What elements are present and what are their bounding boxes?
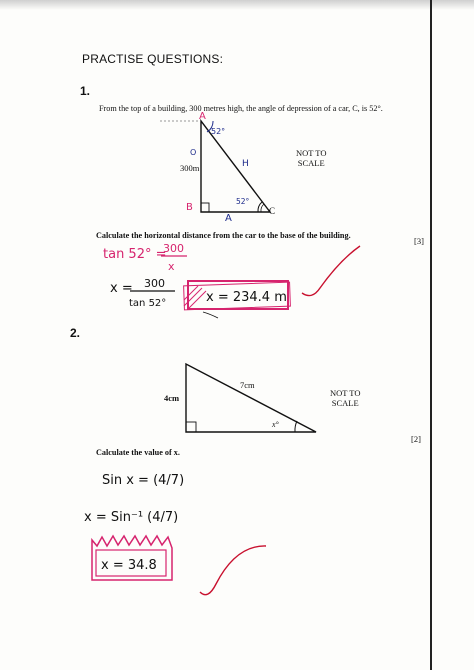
- question-2-marks: [2]: [411, 434, 421, 444]
- q1-x-numerator: 300: [144, 277, 165, 290]
- question-2-number: 2.: [70, 326, 81, 340]
- q1-tan-numerator: 300: [163, 242, 184, 255]
- page-right-border: [430, 0, 432, 670]
- q1-answer-highlight: [184, 281, 291, 310]
- question-1-marks: [3]: [414, 236, 424, 246]
- q2-working-line-2: x = Sin⁻¹ (4/7): [84, 510, 179, 525]
- q2-answer-highlight: [92, 536, 172, 580]
- page-title: PRACTISE QUESTIONS:: [82, 52, 224, 66]
- question-1-task: Calculate the horizontal distance from the car to the base of the building.: [96, 231, 351, 240]
- q2-hypotenuse-label: 7cm: [240, 380, 255, 390]
- q2-not-to-scale: NOT TO SCALE: [330, 388, 361, 408]
- hypotenuse-label: H: [242, 159, 249, 169]
- vertex-c-label: C: [269, 206, 276, 216]
- question-1-number: 1.: [80, 84, 91, 98]
- angle-c-label: 52°: [236, 197, 250, 206]
- opposite-side-label: O: [190, 148, 197, 157]
- adjacent-side-label: A: [225, 213, 232, 224]
- q1-not-to-scale: NOT TO SCALE: [296, 148, 327, 168]
- q2-answer: x = 34.8: [101, 558, 157, 573]
- question-2-task: Calculate the value of x.: [96, 448, 180, 457]
- q2-angle-label: x°: [272, 420, 279, 429]
- question-1-prompt: From the top of a building, 300 metres high, the angle of depression of a car, C, is 52°.: [99, 104, 383, 113]
- vertex-a-top-label: A: [199, 111, 206, 122]
- q2-side-label: 4cm: [164, 393, 180, 403]
- q1-x-eq-left: x =: [110, 281, 133, 296]
- top-angle-label: 52°: [211, 127, 226, 136]
- q1-tan-denominator: x: [168, 260, 175, 273]
- q2-working-line-1: Sin x = (4/7): [102, 473, 185, 488]
- vertex-b-label: B: [186, 202, 193, 213]
- q1-answer: x = 234.4 m: [206, 290, 287, 305]
- q1-tan-eq-left: tan 52° =: [103, 247, 167, 262]
- height-label: 300m: [180, 163, 200, 173]
- page-top-shadow: [0, 0, 474, 10]
- q1-x-denominator: tan 52°: [129, 298, 167, 309]
